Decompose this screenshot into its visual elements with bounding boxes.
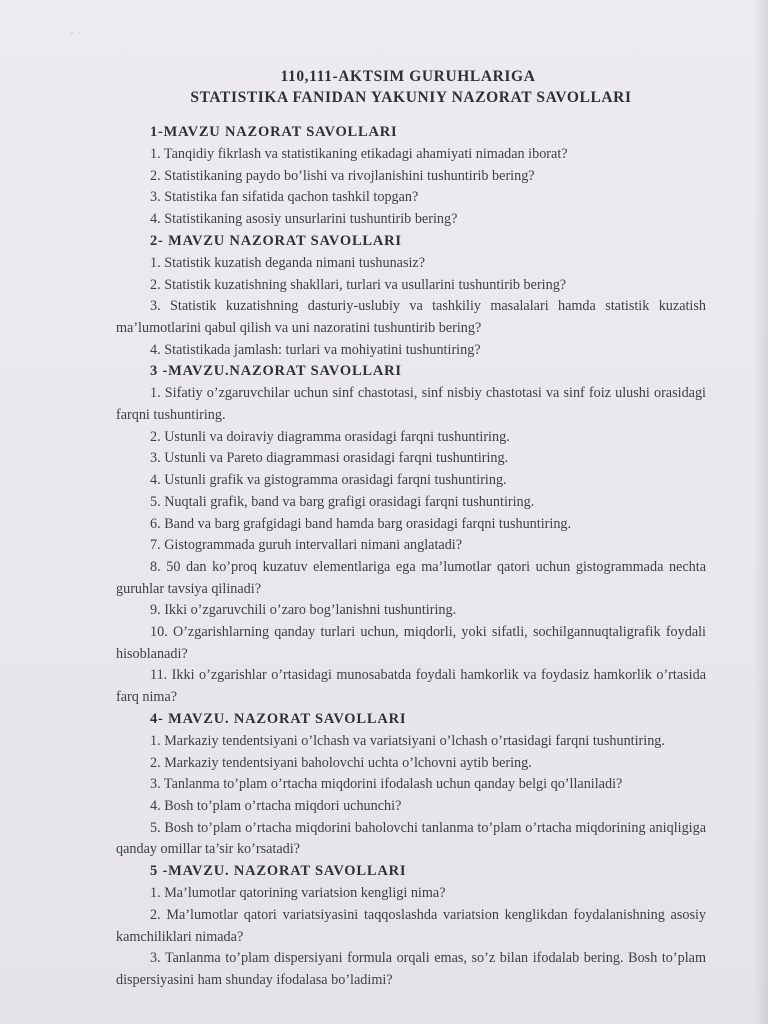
- question-item: 11. Ikki o’zgarishlar o’rtasidagi munosabatda foydali hamkorlik va foydasiz hamkorlik o’rtasida farq nima?: [116, 667, 706, 706]
- question-item: 4. Ustunli grafik va gistogramma orasidagi farqni tushuntiring.: [150, 472, 507, 489]
- section-4: [116, 709, 706, 861]
- question-item: 5. Nuqtali grafik, band va barg grafigi orasidagi farqni tushuntiring.: [150, 493, 535, 510]
- question-item: 3. Ustunli va Pareto diagrammasi orasidagi farqni tushuntiring.: [150, 450, 509, 467]
- scan-mark: ⌐ ·: [70, 28, 81, 38]
- question-item: 8. 50 dan ko’proq kuzatuv elementlariga ega ma’lumotlar qatori uchun gistogrammada nechta guruhlar tavsiya qilinadi?: [116, 558, 706, 597]
- question-item: 6. Band va barg grafgidagi band hamda barg orasidagi farqni tushuntiring.: [150, 515, 572, 532]
- question-item: 4. Bosh to’plam o’rtacha miqdori uchunchi?: [150, 797, 402, 814]
- question-item: 10. O’zgarishlarning qanday turlari uchun, miqdorli, yoki sifatli, sochilgannuqtaligrafik foydali hisoblanadi?: [116, 624, 706, 662]
- question-item: 3. Statistik kuzatishning dasturiy-uslubiy va tashkiliy masalalari hamda statistik kuzatish ma’lumotlarini qabul qilish va uni nazoratini tushuntirib bering?: [116, 298, 706, 336]
- question-item: 1. Tanqidiy fikrlash va statistikaning etikadagi ahamiyati nimadan iborat?: [150, 146, 568, 162]
- document-content: [116, 66, 706, 992]
- question-item: 1. Markaziy tendentsiyani o’lchash va variatsiyani o’lchash o’rtasidagi farqni tushuntiring.: [150, 732, 665, 749]
- question-item: 3. Statistika fan sifatida qachon tashkil topgan?: [150, 189, 419, 206]
- section-3: [116, 361, 706, 709]
- section-1: [116, 122, 706, 231]
- question-item: 1. Sifatiy o’zgaruvchilar uchun sinf chastotasi, sinf nisbiy chastotasi va sinf foiz ulushi orasidagi farqni tushuntiring.: [116, 385, 706, 424]
- section-heading: 5 -MAVZU. NAZORAT SAVOLLARI: [150, 863, 407, 880]
- question-item: 5. Bosh to’plam o’rtacha miqdorini baholovchi tanlanma to’plam o’rtacha miqdorining aniqligiga qanday omillar ta’sir ko’rsatadi?: [116, 819, 706, 858]
- section-heading: 2- MAVZU NAZORAT SAVOLLARI: [150, 232, 402, 249]
- document-title-line-1: 110,111-AKTSIM GURUHLARIGA: [280, 68, 536, 85]
- section-heading: 4- MAVZU. NAZORAT SAVOLLARI: [150, 710, 407, 727]
- question-item: 3. Tanlanma to’plam o’rtacha miqdorini ifodalash uchun qanday belgi qo’llaniladi?: [150, 776, 623, 793]
- section-heading: 1-MAVZU NAZORAT SAVOLLARI: [150, 124, 398, 140]
- question-item: 9. Ikki o’zgaruvchili o’zaro bog’lanishni tushuntiring.: [150, 602, 457, 619]
- question-item: 2. Statistik kuzatishning shakllari, turlari va usullarini tushuntirib bering?: [150, 276, 567, 293]
- question-item: 2. Ma’lumotlar qatori variatsiyasini taqqoslashda variatsion kenglikdan foydalanishning asosiy kamchiliklari nimada?: [116, 906, 706, 945]
- question-item: 7. Gistogrammada guruh intervallari nimani anglatadi?: [150, 537, 463, 554]
- question-item: 1. Statistik kuzatish deganda nimani tushunasiz?: [150, 254, 426, 271]
- question-item: 2. Statistikaning paydo bo’lishi va rivojlanishini tushuntirib bering?: [150, 167, 535, 184]
- section-2: [116, 231, 706, 362]
- question-item: 1. Ma’lumotlar qatorining variatsion kengligi nima?: [150, 885, 446, 902]
- question-item: 4. Statistikada jamlash: turlari va mohiyatini tushuntiring?: [150, 341, 481, 358]
- question-item: 3. Tanlanma to’plam dispersiyani formula orqali emas, so’z bilan ifodalab bering. Bosh to’plam dispersiyasini ham shunday ifodalasa bo’ladimi?: [116, 950, 706, 988]
- sections-container: [116, 122, 706, 992]
- document-title-line-2: STATISTIKA FANIDAN YAKUNIY NAZORAT SAVOLLARI: [190, 89, 632, 106]
- page-edge-shadow: [754, 0, 768, 1024]
- question-item: 2. Ustunli va doiraviy diagramma orasidagi farqni tushuntiring.: [150, 428, 510, 445]
- question-item: 4. Statistikaning asosiy unsurlarini tushuntirib bering?: [150, 211, 458, 228]
- section-heading: 3 -MAVZU.NAZORAT SAVOLLARI: [150, 363, 402, 380]
- section-5: [116, 861, 706, 992]
- question-item: 2. Markaziy tendentsiyani baholovchi uchta o’lchovni aytib bering.: [150, 754, 532, 771]
